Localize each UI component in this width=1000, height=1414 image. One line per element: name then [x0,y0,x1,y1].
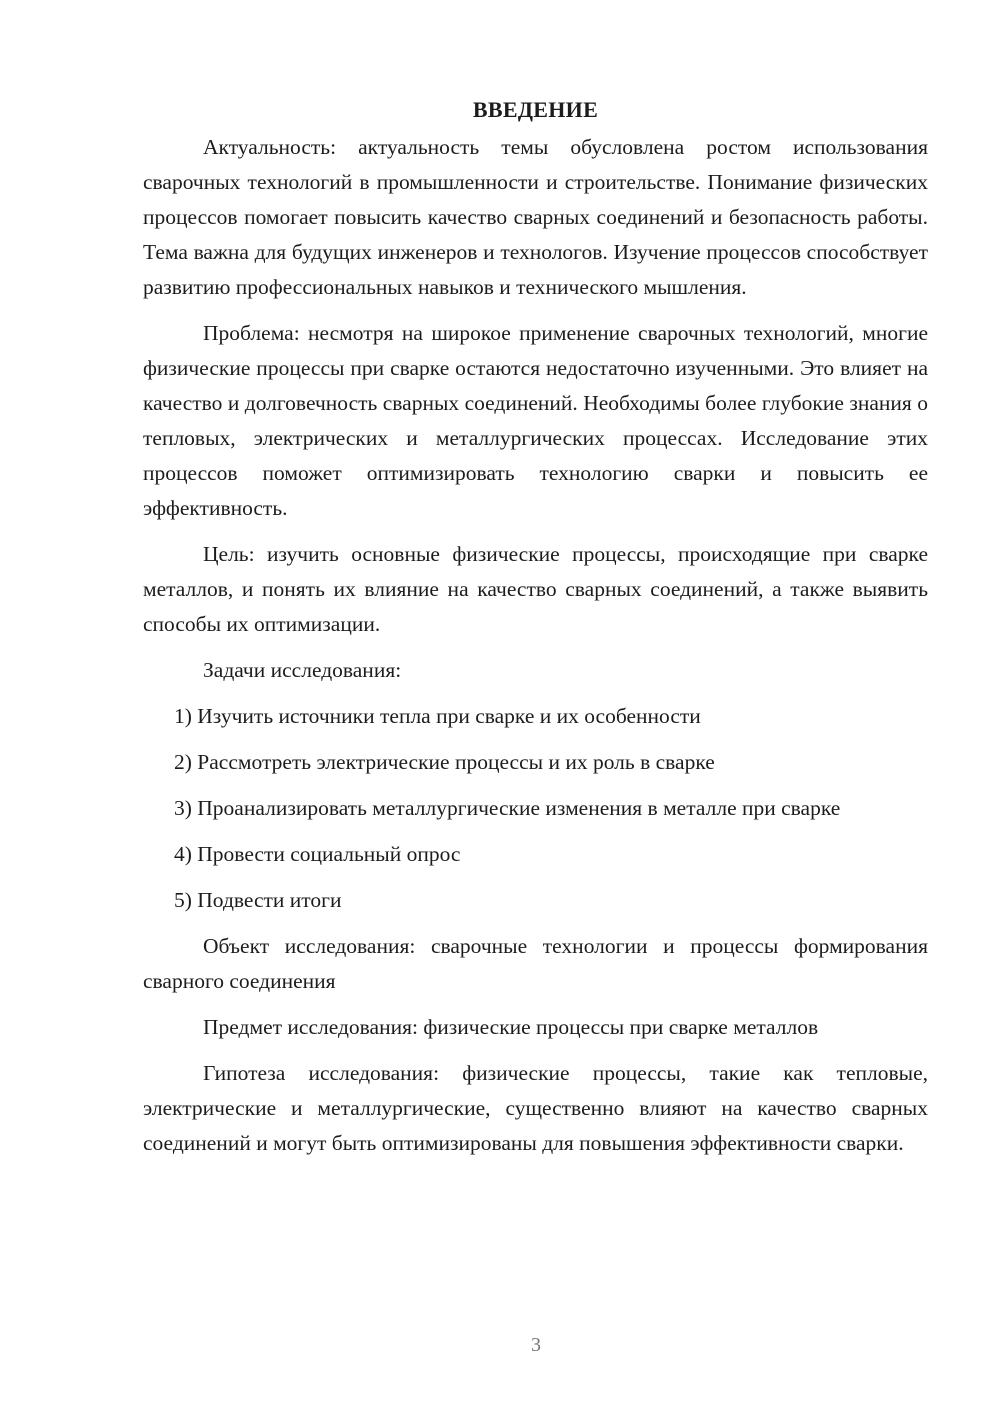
paragraph-problem: Проблема: несмотря на широкое применение сварочных технологий, многие физические процессы при сварке остаются недостаточно изученными. Это влияет на качество и долговечность сварных соединений. Необходимы более глубокие знания о тепловых, электрических и металлургических процессах. Исследование этих процессов поможет оптимизировать технологию сварки и повысить ее эффективность. [143,321,928,520]
paragraph-goal: Цель: изучить основные физические процессы, происходящие при сварке металлов, и понять их влияние на качество сварных соединений, а также выявить способы их оптимизации. [143,542,928,636]
list-item: 4) Провести социальный опрос [174,842,461,866]
section-title: ВВЕДЕНИЕ [472,97,599,122]
page-number: 3 [531,1334,541,1356]
list-item: 3) Проанализировать металлургические изменения в металле при сварке [174,796,841,820]
paragraph-relevance: Актуальность: актуальность темы обусловлена ростом использования сварочных технологий в промышленности и строительстве. Понимание физических процессов помогает повысить качество сварных соединений и безопасность работы. Тема важна для будущих инженеров и технологов. Изучение процессов способствует развитию профессиональных навыков и технического мышления. [143,135,928,299]
list-item: 1) Изучить источники тепла при сварке и их особенности [174,704,701,728]
paragraph-subject: Предмет исследования: физические процессы при сварке металлов [203,1015,819,1039]
paragraph-hypothesis: Гипотеза исследования: физические процессы, такие как тепловые, электрические и металлургические, существенно влияют на качество сварных соединений и могут быть оптимизированы для повышения эффективности сварки. [143,1061,928,1155]
document-page [143,92,928,1172]
list-item: 5) Подвести итоги [174,888,342,912]
paragraph-object: Объект исследования: сварочные технологии и процессы формирования сварного соединения [143,934,928,993]
list-item: 2) Рассмотреть электрические процессы и их роль в сварке [174,750,715,774]
paragraph-tasks-heading: Задачи исследования: [203,658,402,682]
